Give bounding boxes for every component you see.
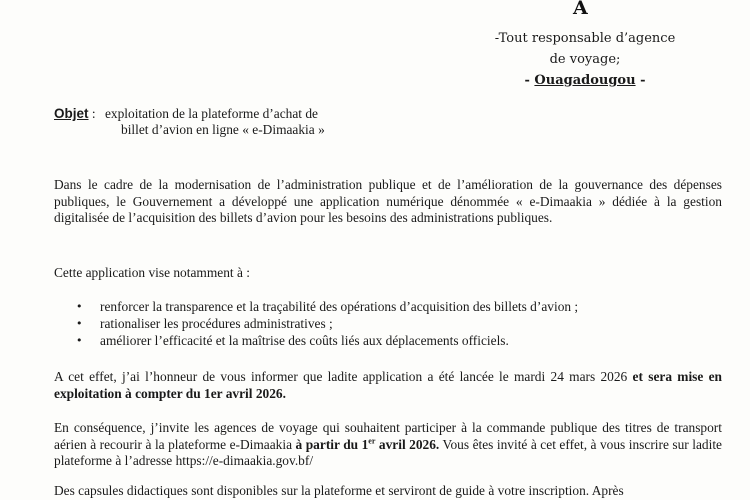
intro-paragraph: Dans le cadre de la modernisation de l’administration publique et de l’amélioration de la gouvernance des dépenses publiques, le Gouvernement a développé une application numérique dénommée « e-Dimaakia » dédiée à la gestion digitalisée de l’acquisition des billets d’avion pour les besoins des administrations publiques.: [54, 177, 722, 225]
bullet-icon: •: [76, 317, 83, 330]
city-suffix: -: [635, 73, 646, 88]
aims-list: [54, 298, 734, 349]
addressee-block: [470, 28, 700, 91]
list-item-text: améliorer l’efficacité et la maîtrise des coûts liés aux déplacements officiels.: [100, 333, 509, 348]
platform-url[interactable]: https://e-dimaakia.gov.bf/: [175, 453, 314, 468]
subject-colon: :: [88, 106, 96, 121]
list-item: [54, 298, 734, 315]
list-item-text: renforcer la transparence et la traçabilité des opérations d’acquisition des billets d’avion ;: [100, 299, 579, 314]
aims-intro-paragraph: Cette application vise notamment à :: [54, 265, 250, 280]
invitation-text-1: En conséquence, j’invite les agences de voyage qui souhaitent participer à la commande publique des titres de transport aérien à recourir à la plateforme e-Dimaakia: [54, 420, 722, 452]
addressee-city-line: [470, 70, 700, 91]
addressee-city: Ouagadougou: [534, 73, 636, 88]
list-item: [54, 332, 734, 349]
launch-text: A cet effet, j’ai l’honneur de vous informer que ladite application a été lancée le mardi 24 mars 2026: [54, 369, 633, 384]
bullet-icon: •: [76, 300, 83, 313]
capsules-paragraph: Des capsules didactiques sont disponibles sur la plateforme et serviront de guide à votre inscription. Après: [54, 483, 624, 498]
subject-block: [54, 106, 414, 138]
date-bold-part2: avril 2026.: [375, 436, 440, 452]
addressee-marker: A: [573, 0, 588, 19]
subject-label: Objet: [54, 106, 89, 121]
subject-line1: exploitation de la plateforme d’achat de: [104, 106, 318, 121]
addressee-line1: -Tout responsable d’agence: [494, 31, 676, 46]
launch-bold-text: et sera mise en exploitation à compter du 1er avril 2026.: [54, 369, 722, 401]
list-item: [54, 315, 734, 332]
date-superscript: er: [368, 436, 376, 446]
invitation-date-bold: [296, 437, 440, 452]
launch-paragraph: [54, 369, 722, 402]
addressee-line2: de voyage;: [549, 52, 621, 67]
invitation-text-2: Vous êtes invité à cet effet, à vous inscrire sur ladite plateforme à l’adresse: [54, 436, 723, 468]
city-prefix: -: [524, 73, 535, 88]
bullet-icon: •: [76, 334, 83, 347]
invitation-paragraph: [54, 420, 722, 470]
list-item-text: rationaliser les procédures administratives ;: [100, 316, 333, 331]
subject-line2: billet d’avion en ligne « e-Dimaakia »: [121, 122, 325, 137]
date-bold-part: à partir du 1: [295, 436, 369, 452]
